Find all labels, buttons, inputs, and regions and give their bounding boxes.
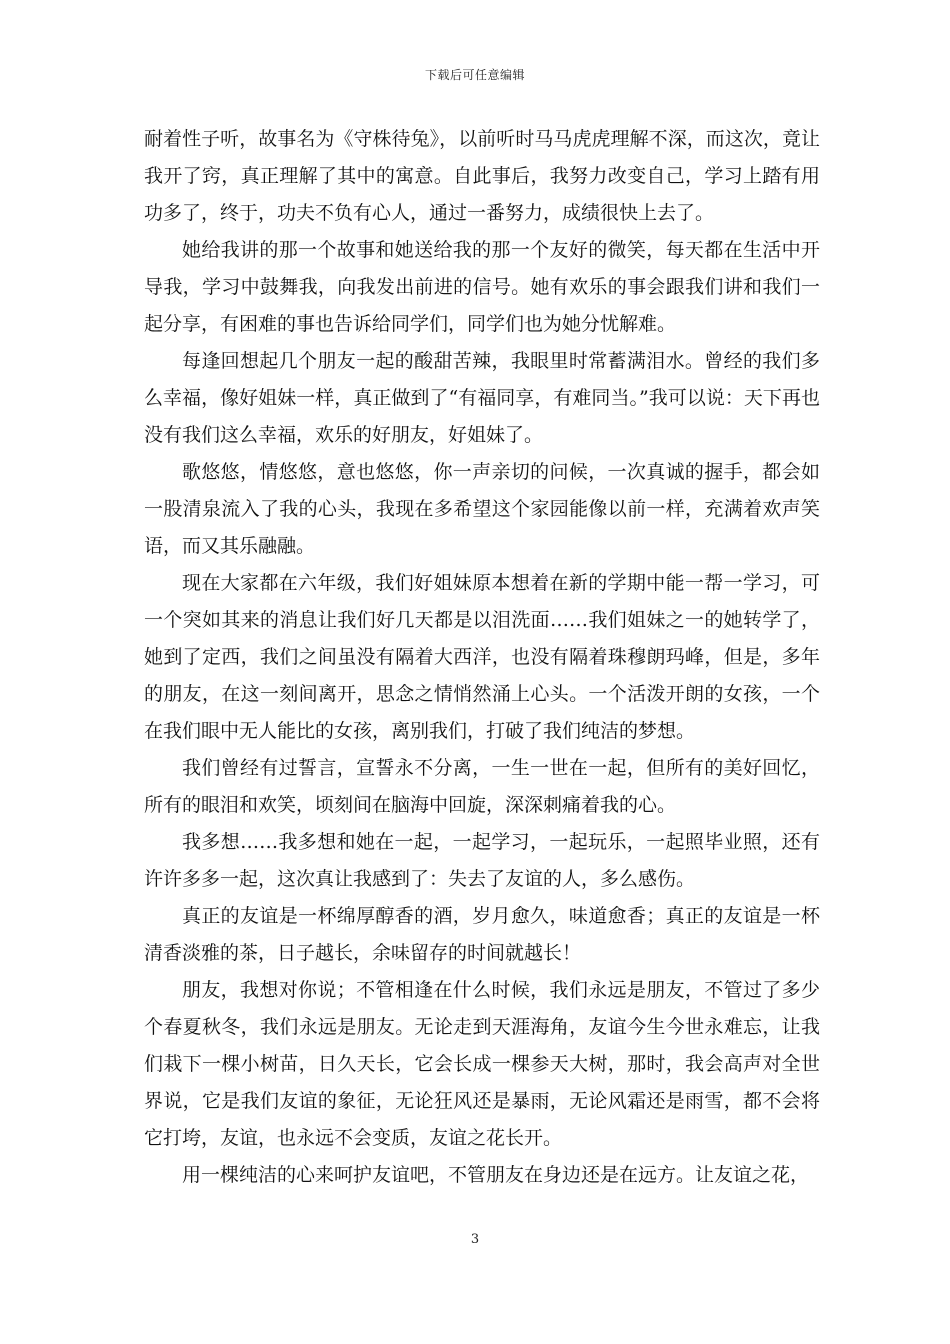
paragraph-3: 每逢回想起几个朋友一起的酸甜苦辣，我眼里时常蓄满泪水。曾经的我们多么幸福，像好姐妹一样，真正做到了“有福同享，有难同当。”我可以说：天下再也没有我们这么幸福，欢乐的好朋友，好姐妹了。 bbox=[144, 350, 820, 446]
paragraph-2: 她给我讲的那一个故事和她送给我的那一个友好的微笑，每天都在生活中开导我，学习中鼓舞我，向我发出前进的信号。她有欢乐的事会跟我们讲和我们一起分享，有困难的事也告诉给同学们，同学们也为她分忧解难。 bbox=[144, 239, 820, 335]
paragraph-6: 我们曾经有过誓言，宣誓永不分离，一生一世在一起，但所有的美好回忆，所有的眼泪和欢笑，顷刻间在脑海中回旋，深深刺痛着我的心。 bbox=[144, 757, 820, 816]
page-number: 3 bbox=[470, 1232, 480, 1247]
paragraph-1: 耐着性子听，故事名为《守株待兔》，以前听时马马虎虎理解不深，而这次，竟让我开了窍，真正理解了其中的寓意。自此事后，我努力改变自己，学习上踏有用功多了，终于，功夫不负有心人，通过一番努力，成绩很快上去了。 bbox=[144, 128, 820, 224]
page-header: 下载后可任意编辑 bbox=[424, 68, 525, 82]
document-body bbox=[144, 121, 820, 1194]
paragraph-10: 用一棵纯洁的心来呵护友谊吧，不管朋友在身边还是在远方。让友谊之花， bbox=[182, 1164, 810, 1186]
paragraph-8: 真正的友谊是一杯绵厚醇香的酒，岁月愈久，味道愈香；真正的友谊是一杯清香淡雅的茶，日子越长，余味留存的时间就越长！ bbox=[144, 905, 820, 964]
paragraph-4: 歌悠悠，情悠悠，意也悠悠，你一声亲切的问候，一次真诚的握手，都会如一股清泉流入了我的心头，我现在多希望这个家园能像以前一样，充满着欢声笑语，而又其乐融融。 bbox=[144, 461, 820, 557]
paragraph-5: 现在大家都在六年级，我们好姐妹原本想着在新的学期中能一帮一学习，可一个突如其来的消息让我们好几天都是以泪洗面……我们姐妹之一的她转学了，她到了定西，我们之间虽没有隔着大西洋，也没有隔着珠穆朗玛峰，但是，多年的朋友，在这一刻间离开，思念之情悄然涌上心头。一个活泼开朗的女孩，一个在我们眼中无人能比的女孩，离别我们，打破了我们纯洁的梦想。 bbox=[144, 572, 820, 742]
paragraph-7: 我多想……我多想和她在一起，一起学习，一起玩乐，一起照毕业照，还有许许多多一起，这次真让我感到了：失去了友谊的人，多么感伤。 bbox=[144, 831, 820, 890]
paragraph-9: 朋友，我想对你说；不管相逢在什么时候，我们永远是朋友，不管过了多少个春夏秋冬，我们永远是朋友。无论走到天涯海角，友谊今生今世永难忘，让我们栽下一棵小树苗，日久天长，它会长成一棵参天大树，那时，我会高声对全世界说，它是我们友谊的象征，无论狂风还是暴雨，无论风霜还是雨雪，都不会将它打垮，友谊，也永远不会变质，友谊之花长开。 bbox=[144, 979, 820, 1149]
